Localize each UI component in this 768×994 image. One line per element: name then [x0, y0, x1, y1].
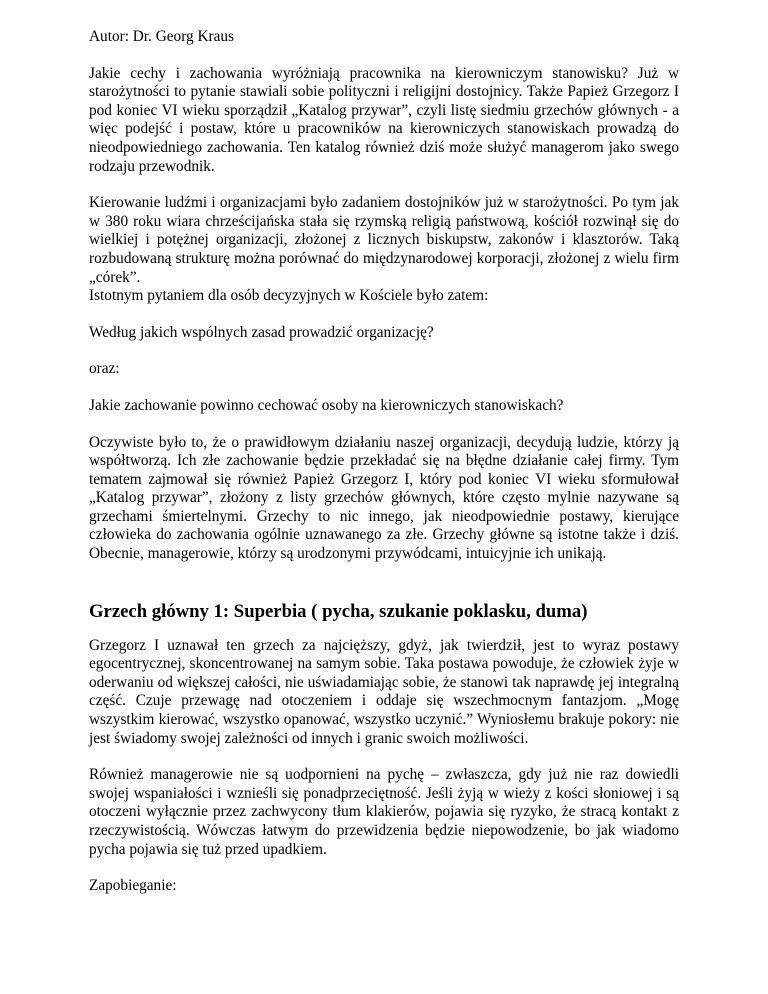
section-1-paragraph-1: Grzegorz I uznawał ten grzech za najcięższy, gdyż, jak twierdził, jest to wyraz postawy egocentrycznej, skoncentrowanej na samym sobie. Taka postawa powoduje, że człowiek żyje w oderwaniu od większej całości, nie uświadamiając sobie, że stanowi tak naprawdę jej integralną część. Czuje przewagę nad otoczeniem i oddaje się wszechmocnym fantazjom. „Mogę wszystkim kierować, wszystko opanować, wszystko uczynić.” Wyniosłemu brakuje pokory: nie jest świadomy swojej zależności od innych i granic swoich możliwości.	[89, 636, 679, 747]
history-paragraph: Kierowanie ludźmi i organizacjami było zadaniem dostojników już w starożytności. Po tym jak w 380 roku wiara chrześcijańska stała się rzymską religią państwową, kościół rozwinął się do wielkiej i potężnej organizacji, złożonej z licznych biskupstw, zakonów i klasztorów. Taką rozbudowaną strukturę można porównać do międzynarodowej korporacji, złożonej z wielu firm „córek”.	[89, 194, 679, 286]
oraz-paragraph: oraz:	[89, 360, 120, 378]
question-1-paragraph: Według jakich wspólnych zasad prowadzić organizację?	[89, 323, 434, 341]
question-2-paragraph: Jakie zachowanie powinno cechować osoby na kierowniczych stanowiskach?	[89, 396, 564, 414]
section-1-paragraph-2: Również managerowie nie są uodpornieni na pychę – zwłaszcza, gdy już nie raz dowiedli swojej wspaniałości i wznieśli się ponadprzeciętność. Jeśli żyją w wieży z kości słoniowej i są otoczeni wyłącznie przez zachwycony tłum klakierów, pojawia się ryzyko, że stracą kontakt z rzeczywistością. Wówczas łatwym do przewidzenia będzie niepowodzenie, bo jak wiadomo pycha pojawia się tuż przed upadkiem.	[89, 766, 679, 858]
document-page	[89, 28, 679, 914]
section-1-heading: Grzech główny 1: Superbia ( pycha, szukanie poklasku, duma)	[89, 600, 588, 622]
obvious-paragraph: Oczywiste było to, że o prawidłowym działaniu naszej organizacji, decydują ludzie, którzy ją współtworzą. Ich złe zachowanie będzie przekładać się na błędne działanie całej firmy. Tym tematem zajmował się również Papież Grzegorz I, który pod koniec VI wieku sformułował „Katalog przywar”, złożony z listy grzechów głównych, które często mylnie nazywane są grzechami śmiertelnymi. Grzechy to nic innego, jak nieodpowiednie postawy, kierujące człowieka do zachowania ogólnie uznawanego za złe. Grzechy główne są istotne także i dziś. Obecnie, managerowie, którzy są urodzonymi przywódcami, intuicyjnie ich unikają.	[89, 433, 679, 563]
question-lead-paragraph: Istotnym pytaniem dla osób decyzyjnych w Kościele było zatem:	[89, 287, 489, 305]
prevention-label: Zapobieganie:	[89, 877, 177, 895]
author-line: Autor: Dr. Georg Kraus	[89, 28, 235, 45]
intro-paragraph: Jakie cechy i zachowania wyróżniają pracownika na kierowniczym stanowisku? Już w starożytności to pytanie stawiali sobie polityczni i religijni dostojnicy. Także Papież Grzegorz I pod koniec VI wieku sporządził „Katalog przywar”, czyli listę siedmiu grzechów głównych - a więc podejść i postaw, które u pracowników na kierowniczych stanowiskach prowadzą do nieodpowiedniego zachowania. Ten katalog również dziś może służyć managerom jako swego rodzaju przewodnik.	[89, 64, 679, 175]
